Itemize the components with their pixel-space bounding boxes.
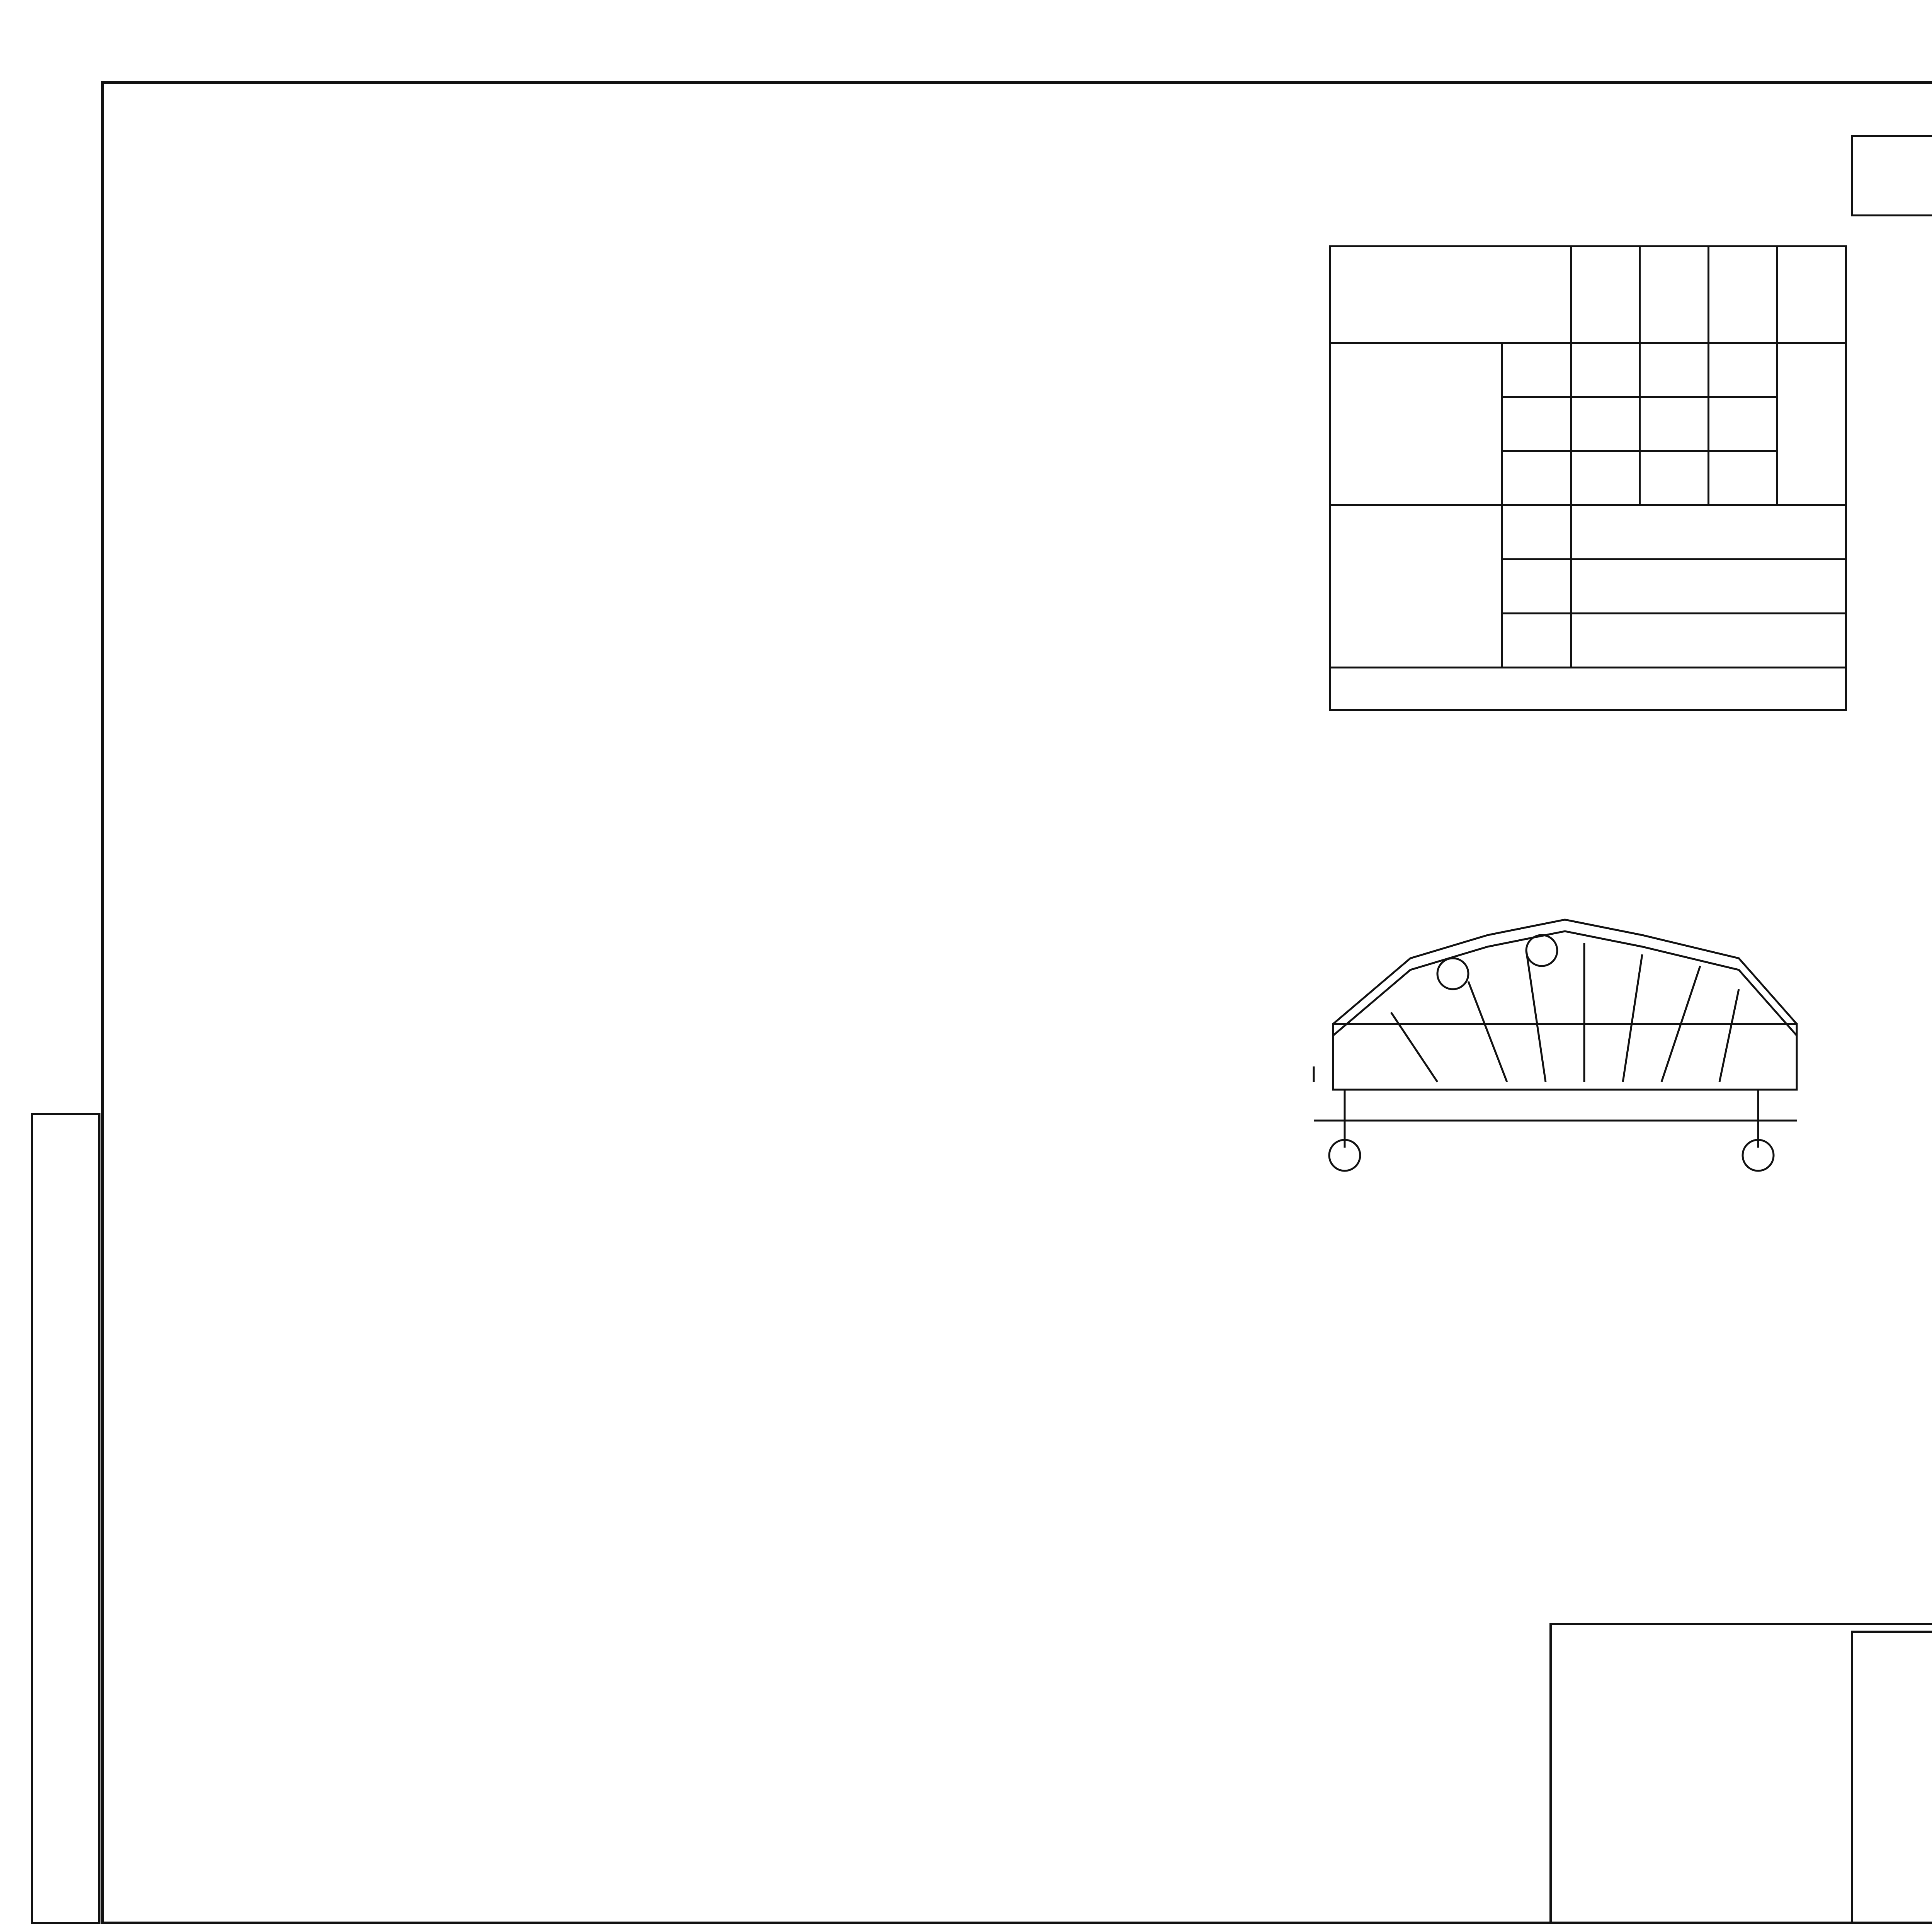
spec-h-mark <box>1852 136 1932 216</box>
thickness-table <box>1329 245 1847 711</box>
small-val-3 <box>1571 614 1846 668</box>
small-ratio-1 <box>1502 343 1571 397</box>
small-head-p3 <box>1709 247 1777 343</box>
small-p7-2 <box>1640 397 1709 451</box>
small-p1-1 <box>1571 343 1640 397</box>
small-p3-1 <box>1709 343 1777 397</box>
small-val-1 <box>1571 505 1846 560</box>
small-p7-3 <box>1640 451 1709 505</box>
small-p7-1 <box>1640 343 1709 397</box>
small-t-1 <box>1502 505 1571 560</box>
small-head-p1 <box>1571 247 1640 343</box>
small-val-2 <box>1571 560 1846 614</box>
small-head-p2 <box>1777 247 1846 343</box>
small-head-p7 <box>1640 247 1709 343</box>
small-row-label-2 <box>1330 505 1502 668</box>
small-t-3 <box>1502 614 1571 668</box>
small-p3-2 <box>1709 397 1777 451</box>
spec-table <box>1851 135 1932 216</box>
small-p3-3 <box>1709 451 1777 505</box>
small-row-label-1 <box>1330 343 1502 505</box>
small-head-mark <box>1330 247 1571 343</box>
title-block <box>1851 1631 1932 1924</box>
section-1-1 <box>1314 920 1797 1171</box>
small-ratio-3 <box>1502 451 1571 505</box>
small-p1-2 <box>1571 397 1640 451</box>
small-p1-3 <box>1571 451 1640 505</box>
small-p2-note <box>1777 343 1846 505</box>
small-t-2 <box>1502 560 1571 614</box>
small-footnote <box>1330 668 1846 710</box>
small-ratio-2 <box>1502 397 1571 451</box>
